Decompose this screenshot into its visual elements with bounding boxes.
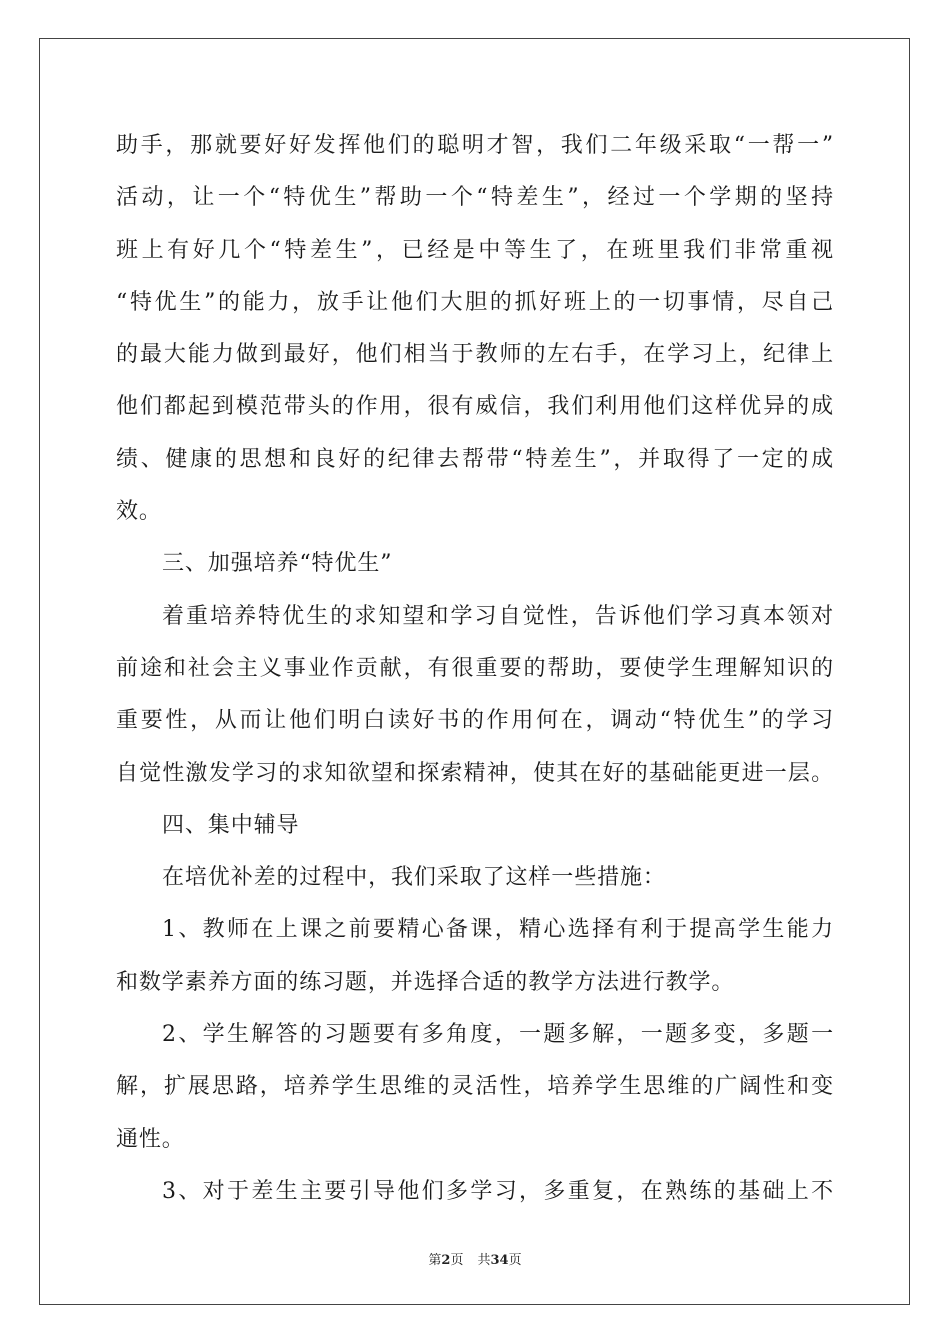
page-footer <box>0 1249 950 1268</box>
page-number: 2 <box>441 1253 451 1268</box>
total-prefix: 共 <box>477 1253 491 1268</box>
text-line: 在培优补差的过程中，我们采取了这样一些措施： <box>162 865 666 891</box>
text-line: 前途和社会主义事业作贡献，有很重要的帮助，要使学生理解知识的 <box>116 655 834 681</box>
text-line: 着重培养特优生的求知望和学习自觉性，告诉他们学习真本领对 <box>162 603 834 629</box>
text-line: 自觉性激发学习的求知欲望和探索精神，使其在好的基础能更进一层。 <box>116 760 834 786</box>
text-line: 重要性，从而让他们明白读好书的作用何在，调动“特优生”的学习 <box>116 708 834 734</box>
text-line: 他们都起到模范带头的作用，很有威信，我们利用他们这样优异的成 <box>116 394 834 420</box>
document-body <box>116 120 834 1218</box>
text-line: 1、教师在上课之前要精心备课，精心选择有利于提高学生能力 <box>162 917 834 943</box>
section-heading: 四、集中辅导 <box>162 812 300 838</box>
text-line: “特优生”的能力，放手让他们大胆的抓好班上的一切事情，尽自己 <box>116 289 834 315</box>
text-line: 班上有好几个“特差生”，已经是中等生了，在班里我们非常重视 <box>116 237 834 263</box>
section-heading: 三、加强培养“特优生” <box>162 551 393 577</box>
text-line: 3、对于差生主要引导他们多学习，多重复，在熟练的基础上不 <box>162 1178 834 1204</box>
total-suffix: 页 <box>508 1253 522 1268</box>
text-line: 活动，让一个“特优生”帮助一个“特差生”，经过一个学期的坚持 <box>116 185 834 211</box>
text-line: 效。 <box>116 499 162 525</box>
text-line: 和数学素养方面的练习题，并选择合适的教学方法进行教学。 <box>116 969 735 995</box>
text-line: 解，扩展思路，培养学生思维的灵活性，培养学生思维的广阔性和变 <box>116 1074 834 1100</box>
text-line: 助手，那就要好好发挥他们的聪明才智，我们二年级采取“一帮一” <box>116 133 834 158</box>
page-prefix: 第 <box>428 1253 442 1268</box>
text-line: 的最大能力做到最好，他们相当于教师的左右手，在学习上，纪律上 <box>116 342 834 368</box>
page-suffix: 页 <box>450 1253 464 1268</box>
text-line: 2、学生解答的习题要有多角度，一题多解，一题多变，多题一 <box>162 1022 834 1048</box>
total-pages: 34 <box>490 1253 509 1268</box>
text-line: 通性。 <box>116 1126 185 1152</box>
text-line: 绩、健康的思想和良好的纪律去帮带“特差生”，并取得了一定的成 <box>116 446 834 472</box>
